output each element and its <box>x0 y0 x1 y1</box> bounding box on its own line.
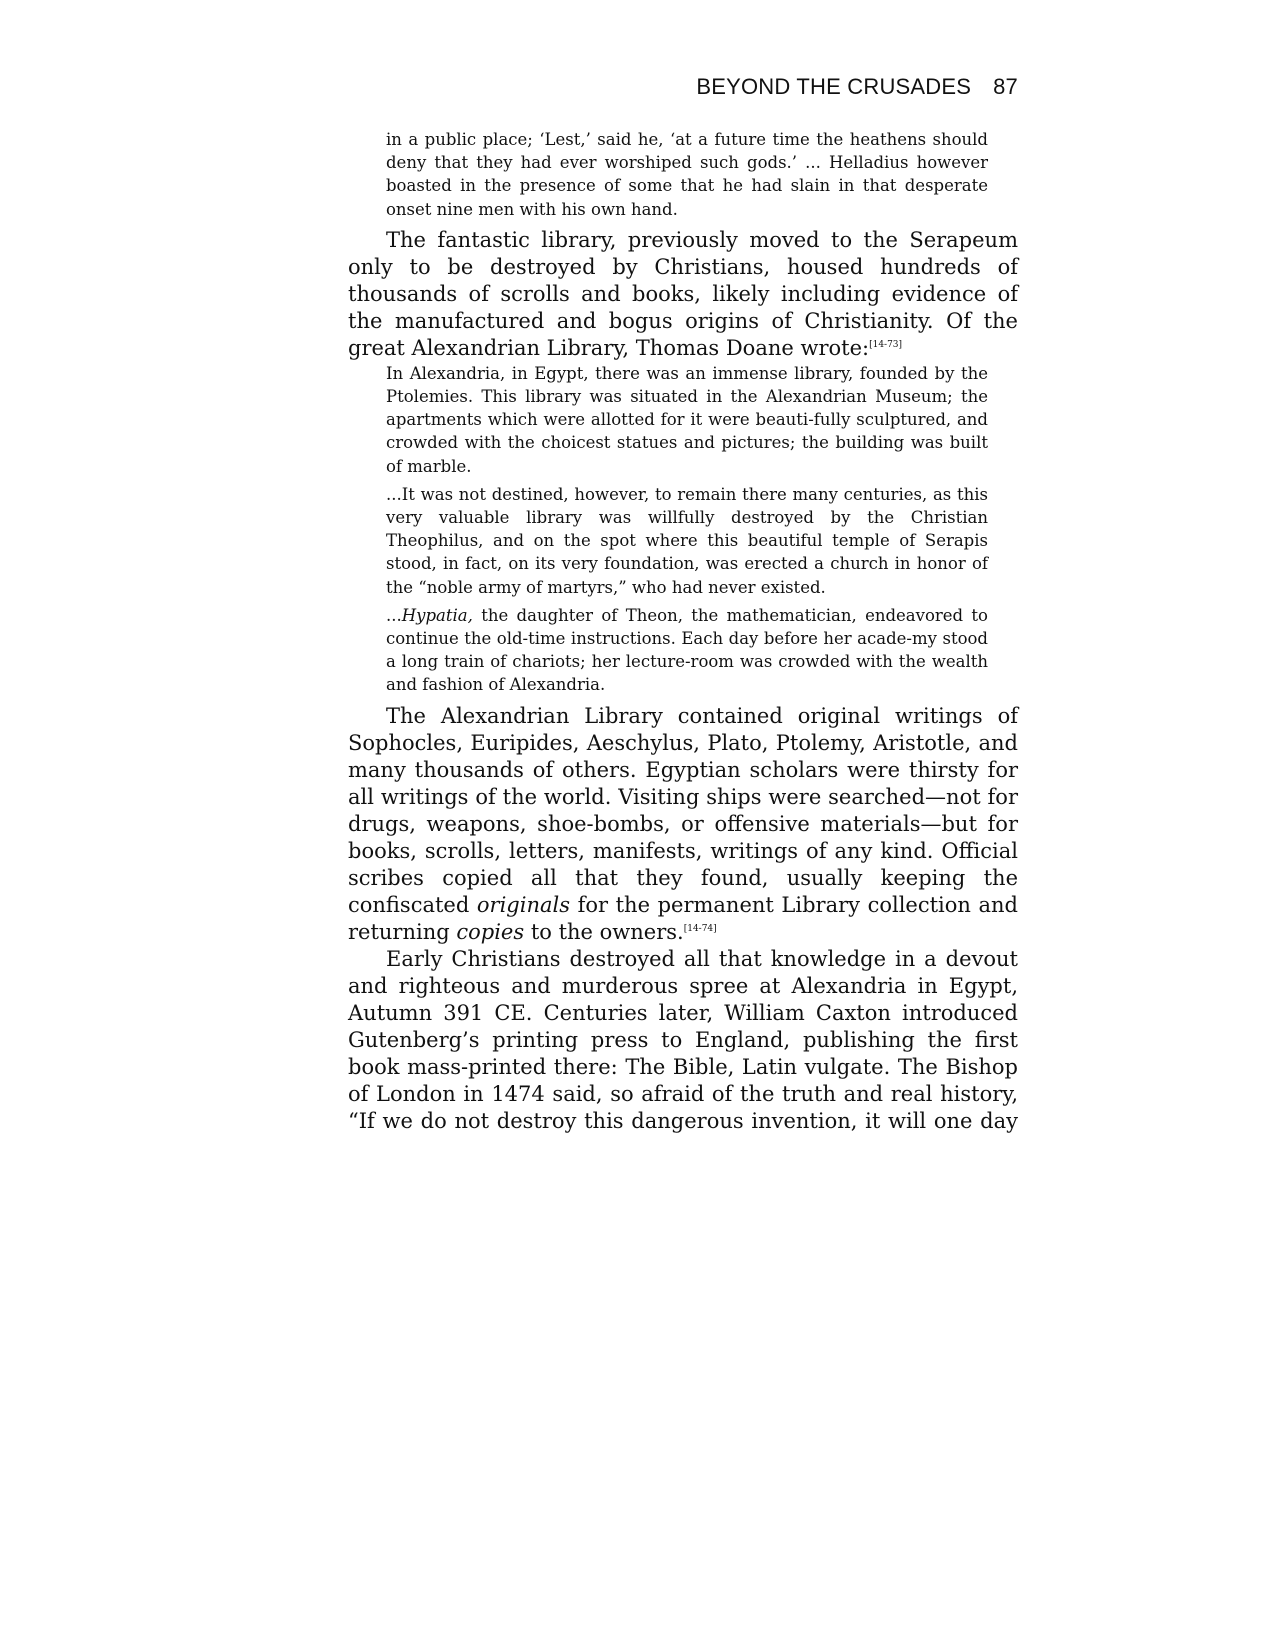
italic-name-hypatia: Hypatia, <box>401 605 473 625</box>
book-page <box>348 0 1018 1650</box>
block-quote-serapis: in a public place; ‘Lest,’ said he, ‘at a future time the heathens should deny that they had ever worshiped such gods.’ ... Helladius however boasted in the presence of some that he had slain in that desperate onset nine men with his own hand. <box>386 130 988 219</box>
paragraph-library <box>348 227 1018 362</box>
running-header <box>696 74 1018 100</box>
paragraph-text: for the permanent Library collection and returning <box>348 892 1018 944</box>
quote-paragraph <box>386 604 988 697</box>
italic-originals: originals <box>476 892 570 917</box>
quote-paragraph: In Alexandria, in Egypt, there was an immense library, founded by the Ptolemies. This library was situated in the Alexandrian Museum; the apartments which were allotted for it were beauti-fully sculptured, and crowded with the choicest statues and pictures; the building was built of marble. <box>386 363 988 476</box>
footnote-ref: [14-73] <box>869 339 903 350</box>
paragraph-text: to the owners. <box>524 919 684 944</box>
block-quote-doane <box>348 362 1018 697</box>
page-number: 87 <box>993 74 1018 99</box>
quote-paragraph: ...It was not destined, however, to remain there many centuries, as this very valuable library was willfully destroyed by the Christian Theophilus, and on the spot where this beautiful temple of Serapis stood, in fact, on its very foundation, was erected a church in honor of the “noble army of martyrs,” who had never existed. <box>386 484 988 597</box>
paragraph-alexandrian-library <box>348 703 1018 946</box>
italic-copies: copies <box>456 919 525 944</box>
running-title: BEYOND THE CRUSADES <box>696 74 972 99</box>
ellipsis: ... <box>386 605 402 625</box>
paragraph-text: The Alexandrian Library contained original writings of Sophocles, Euripides, Aeschylus, Plato, Ptolemy, Aristotle, and many thousands of others. Egyptian scholars were thirsty for all writings of the world. Visiting ships were searched—not for drugs, weapons, shoe-bombs, or offensive materials—but for books, scrolls, letters, manifests, writings of any kind. Official scribes copied all that they found, usually keeping the confiscated <box>348 703 1018 917</box>
footnote-ref: [14-74] <box>683 923 717 934</box>
body-text <box>348 128 1018 1135</box>
paragraph-library-text: The fantastic library, previously moved to the Serapeum only to be destroyed by Christians, housed hundreds of thousands of scrolls and books, likely including evidence of the manufactured and bogus origins of Christianity. Of the great Alexandrian Library, Thomas Doane wrote: <box>348 227 1018 360</box>
paragraph-early-christians: Early Christians destroyed all that knowledge in a devout and righteous and murderous spree at Alexandria in Egypt, Autumn 391 CE. Centuries later, William Caxton introduced Gutenberg’s printing press to England, publishing the first book mass-printed there: The Bible, Latin vulgate. The Bishop of London in 1474 said, so afraid of the truth and real history, “If we do not destroy this dangerous invention, it will one day <box>348 946 1018 1133</box>
quote-paragraph-text: the daughter of Theon, the mathematician, endeavored to continue the old-time instructions. Each day before her acade-my stood a long train of chariots; her lecture-room was crowded with the wealth and fashion of Alexandria. <box>386 605 988 695</box>
